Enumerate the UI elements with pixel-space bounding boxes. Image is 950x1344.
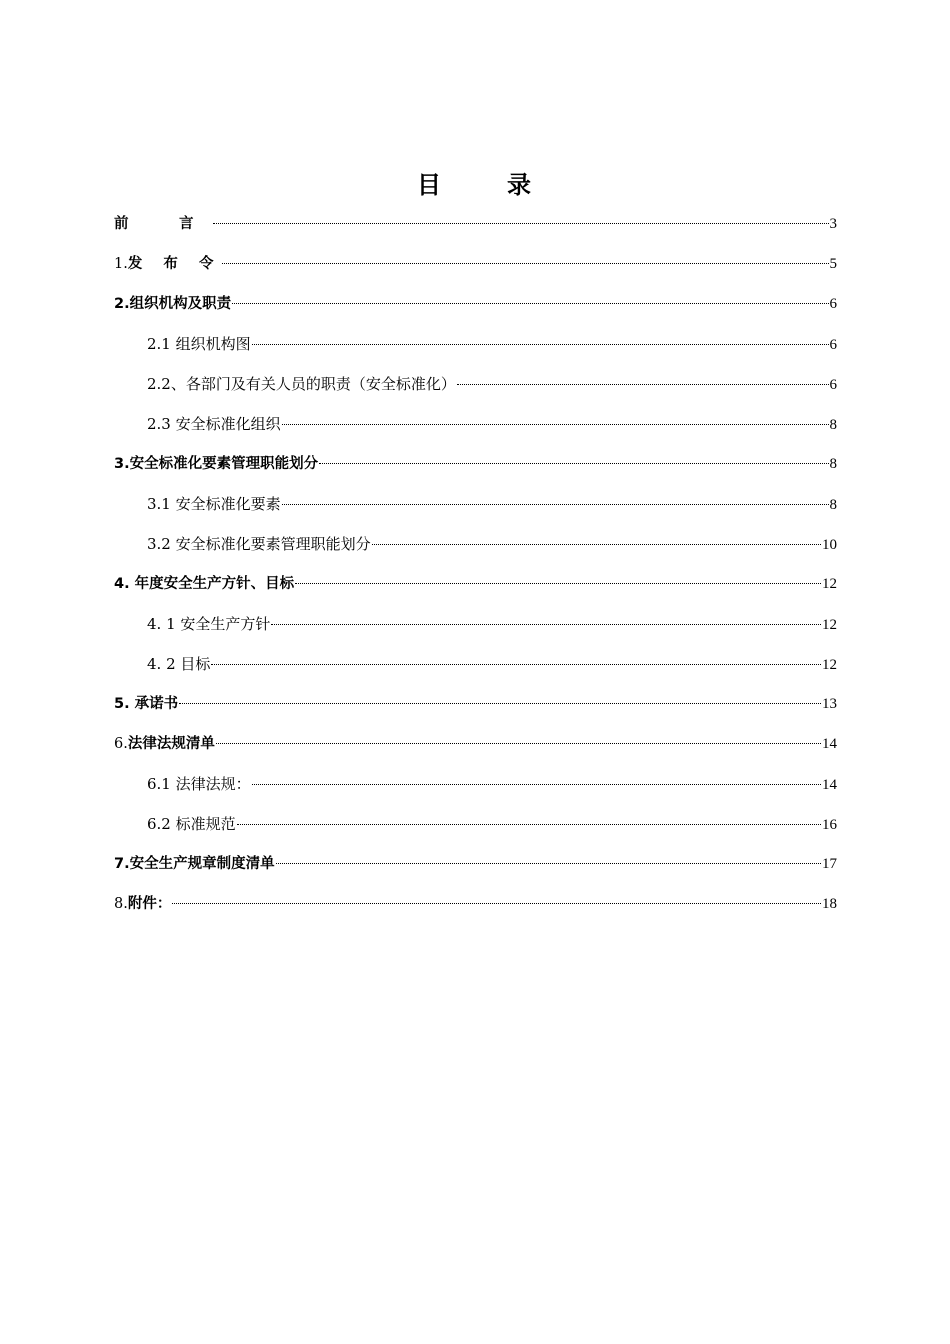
- toc-entry-label: 6.1 法律法规：: [147, 775, 251, 793]
- toc-dot-leader: [319, 463, 828, 464]
- toc-entry-label: 5. 承诺书: [114, 696, 179, 712]
- toc-title-char-2: 录: [507, 171, 533, 199]
- toc-entry-label: 前 言: [114, 216, 212, 232]
- toc-page-number: 16: [822, 817, 837, 833]
- toc-page-number: 12: [822, 576, 837, 592]
- toc-page-number: 14: [822, 736, 837, 752]
- toc-dot-leader: [237, 824, 821, 825]
- toc-entry-number: 6.: [114, 736, 128, 752]
- toc-dot-leader: [457, 384, 829, 385]
- toc-dot-leader: [216, 743, 821, 744]
- toc-entry-laws-list[interactable]: [114, 724, 837, 764]
- toc-page-number: 14: [822, 777, 837, 793]
- toc-entry-label: 2.组织机构及职责: [114, 296, 232, 312]
- toc-dot-leader: [252, 344, 829, 345]
- toc-dot-leader: [282, 504, 829, 505]
- toc-entry-standard-elements[interactable]: [114, 484, 837, 524]
- toc-dot-leader: [232, 303, 828, 304]
- toc-entry-label: 3.安全标准化要素管理职能划分: [114, 456, 319, 472]
- toc-entry-label: 4. 年度安全生产方针、目标: [114, 576, 295, 592]
- toc-page-number: 12: [822, 657, 837, 673]
- toc-page-number: 18: [822, 896, 837, 912]
- toc-page-number: 6: [829, 377, 837, 393]
- toc-entry-label: 2.2、各部门及有关人员的职责（安全标准化）: [147, 375, 456, 393]
- toc-entry-department-duties[interactable]: [114, 364, 837, 404]
- toc-entry-organization[interactable]: [114, 284, 837, 324]
- toc-entry-safety-policy[interactable]: [114, 604, 837, 644]
- toc-entry-number: 8.: [114, 896, 128, 912]
- toc-entry-label: 4. 2 目标: [147, 655, 211, 673]
- toc-entry-text: 附件：: [127, 896, 172, 912]
- toc-entry-laws[interactable]: [114, 764, 837, 804]
- toc-entry-commitment-letter[interactable]: [114, 684, 837, 724]
- toc-page-number: 6: [829, 337, 837, 353]
- toc-page-number: 13: [822, 696, 837, 712]
- toc-dot-leader: [282, 424, 829, 425]
- toc-entry-label: 6.2 标准规范: [147, 815, 236, 833]
- toc-entry-label: 3.2 安全标准化要素管理职能划分: [147, 535, 371, 553]
- toc-list: [114, 204, 837, 924]
- toc-page-number: 17: [822, 856, 837, 872]
- toc-dot-leader: [252, 784, 821, 785]
- toc-page-number: 10: [822, 537, 837, 553]
- toc-dot-leader: [372, 544, 821, 545]
- toc-page-number: 8: [829, 417, 837, 433]
- toc-entry-label: 7.安全生产规章制度清单: [114, 856, 275, 872]
- toc-entry-text: 发 布 令: [127, 256, 222, 272]
- toc-page-number: 8: [829, 456, 837, 472]
- toc-entry-element-functions[interactable]: [114, 444, 837, 484]
- toc-entry-text: 法律法规清单: [127, 736, 215, 752]
- toc-dot-leader: [211, 664, 821, 665]
- toc-page-number: 6: [829, 296, 837, 312]
- toc-entry-annual-policy[interactable]: [114, 564, 837, 604]
- toc-dot-leader: [213, 223, 829, 224]
- toc-entry-label: 2.3 安全标准化组织: [147, 415, 281, 433]
- toc-dot-leader: [172, 903, 821, 904]
- toc-dot-leader: [271, 624, 821, 625]
- toc-dot-leader: [179, 703, 821, 704]
- toc-entry-label: [114, 244, 221, 284]
- toc-title-char-1: 目: [417, 171, 443, 199]
- toc-entry-standardization-org[interactable]: [114, 404, 837, 444]
- toc-entry-attachments[interactable]: [114, 884, 837, 924]
- toc-entry-rules-list[interactable]: [114, 844, 837, 884]
- toc-entry-standards[interactable]: [114, 804, 837, 844]
- toc-entry-release-order[interactable]: [114, 244, 837, 284]
- toc-title: [0, 168, 950, 202]
- toc-entry-org-chart[interactable]: [114, 324, 837, 364]
- toc-dot-leader: [295, 583, 821, 584]
- toc-page-number: 5: [829, 256, 837, 272]
- toc-dot-leader: [222, 263, 828, 264]
- toc-entry-label: 2.1 组织机构图: [147, 335, 251, 353]
- toc-entry-element-management[interactable]: [114, 524, 837, 564]
- toc-page-number: 12: [822, 617, 837, 633]
- toc-entry-label: [114, 724, 215, 764]
- toc-page-number: 3: [829, 216, 837, 232]
- toc-entry-label: [114, 884, 171, 924]
- toc-entry-label: 3.1 安全标准化要素: [147, 495, 281, 513]
- toc-page-number: 8: [829, 497, 837, 513]
- toc-entry-number: 1.: [114, 256, 128, 272]
- toc-entry-objectives[interactable]: [114, 644, 837, 684]
- toc-entry-preface[interactable]: [114, 204, 837, 244]
- toc-entry-label: 4. 1 安全生产方针: [147, 615, 271, 633]
- toc-dot-leader: [276, 863, 821, 864]
